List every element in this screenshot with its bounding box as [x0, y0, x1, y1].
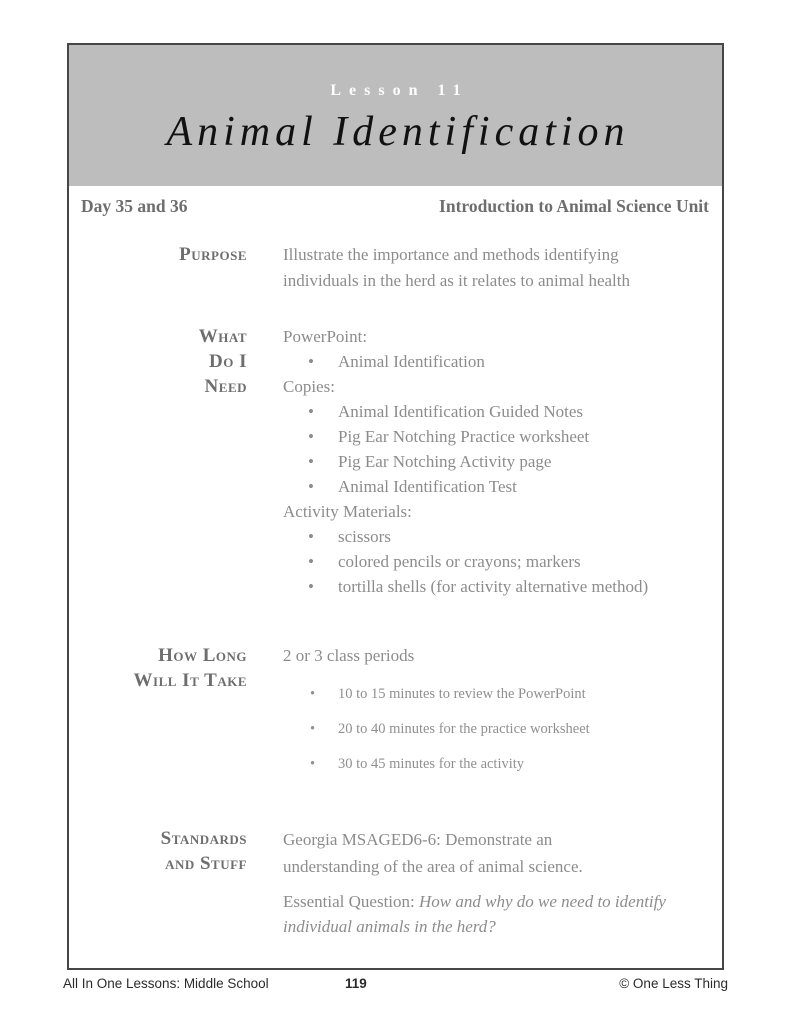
bullet-icon: • — [308, 402, 314, 421]
lesson-page — [67, 43, 724, 970]
essential-question-text: How and why do we need to identify individual animals in the herd? — [283, 892, 666, 936]
label-line: What — [198, 326, 247, 347]
how-long-body — [283, 643, 712, 774]
footer-series-label: All In One Lessons: Middle School — [63, 976, 269, 991]
list-item — [283, 424, 712, 449]
page-footer — [0, 976, 791, 996]
how-long-label — [69, 643, 247, 774]
materials-heading: PowerPoint: — [283, 327, 368, 346]
list-item — [283, 474, 712, 499]
page-number: 119 — [345, 976, 367, 991]
bullet-icon: • — [308, 477, 314, 496]
section-purpose — [69, 242, 722, 294]
page-title: Animal Identification — [166, 108, 630, 155]
lesson-header-band — [69, 45, 722, 186]
purpose-label: Purpose — [179, 244, 247, 265]
purpose-line: Illustrate the importance and methods identifying — [283, 245, 619, 264]
bullet-icon: • — [308, 427, 314, 446]
bullet-icon: • — [308, 577, 314, 596]
bullet-icon: • — [310, 721, 316, 737]
duration-item — [283, 755, 712, 774]
label-line: Do I — [209, 351, 247, 372]
bullet-icon: • — [308, 527, 314, 546]
label-line: and Stuff — [165, 853, 247, 874]
list-item — [283, 524, 712, 549]
duration-lead: 2 or 3 class periods — [283, 646, 415, 665]
list-item-text: Animal Identification Guided Notes — [338, 402, 584, 421]
standard-text — [283, 826, 712, 880]
list-item-text: tortilla shells (for activity alternative method) — [338, 577, 649, 596]
section-standards — [69, 826, 722, 939]
lesson-number-label: Lesson 11 — [330, 81, 469, 99]
list-item — [283, 449, 712, 474]
list-item-text: Pig Ear Notching Practice worksheet — [338, 427, 590, 446]
meta-bar — [69, 186, 722, 218]
list-item-text: Animal Identification Test — [338, 477, 517, 496]
unit-name-label: Introduction to Animal Science Unit — [439, 196, 709, 216]
standard-line: understanding of the area of animal science. — [283, 857, 583, 876]
bullet-icon: • — [310, 686, 316, 702]
list-item — [283, 574, 712, 599]
essential-question-prefix: Essential Question: — [283, 892, 419, 911]
label-line: How Long — [158, 645, 247, 666]
list-item — [283, 549, 712, 574]
standard-line: Georgia MSAGED6-6: Demonstrate an — [283, 830, 553, 849]
bullet-icon: • — [308, 552, 314, 571]
bullet-icon: • — [308, 452, 314, 471]
duration-item-text: 30 to 45 minutes for the activity — [338, 756, 525, 772]
duration-item — [283, 720, 712, 739]
essential-question — [283, 889, 712, 939]
list-item-text: Animal Identification — [338, 352, 485, 371]
duration-item-text: 20 to 40 minutes for the practice worksheet — [338, 721, 590, 737]
label-line: Standards — [160, 828, 247, 849]
list-item-text: colored pencils or crayons; markers — [338, 552, 581, 571]
materials-heading: Activity Materials: — [283, 502, 412, 521]
day-range-label: Day 35 and 36 — [81, 196, 188, 216]
what-do-i-need-label — [69, 324, 247, 599]
list-item-text: scissors — [338, 527, 391, 546]
bullet-icon: • — [310, 756, 316, 772]
footer-copyright: © One Less Thing — [619, 976, 728, 991]
what-do-i-need-body — [283, 324, 712, 599]
purpose-body — [283, 242, 712, 294]
standards-body — [283, 826, 712, 939]
duration-item-text: 10 to 15 minutes to review the PowerPoint — [338, 686, 586, 702]
standards-label — [69, 826, 247, 939]
section-what-do-i-need — [69, 324, 722, 599]
list-item — [283, 349, 712, 374]
bullet-icon: • — [308, 352, 314, 371]
label-line: Will It Take — [133, 670, 247, 691]
materials-heading: Copies: — [283, 377, 335, 396]
duration-item — [283, 685, 712, 704]
list-item-text: Pig Ear Notching Activity page — [338, 452, 552, 471]
list-item — [283, 399, 712, 424]
purpose-line: individuals in the herd as it relates to animal health — [283, 271, 630, 290]
label-line: Need — [204, 376, 247, 397]
section-how-long — [69, 643, 722, 774]
